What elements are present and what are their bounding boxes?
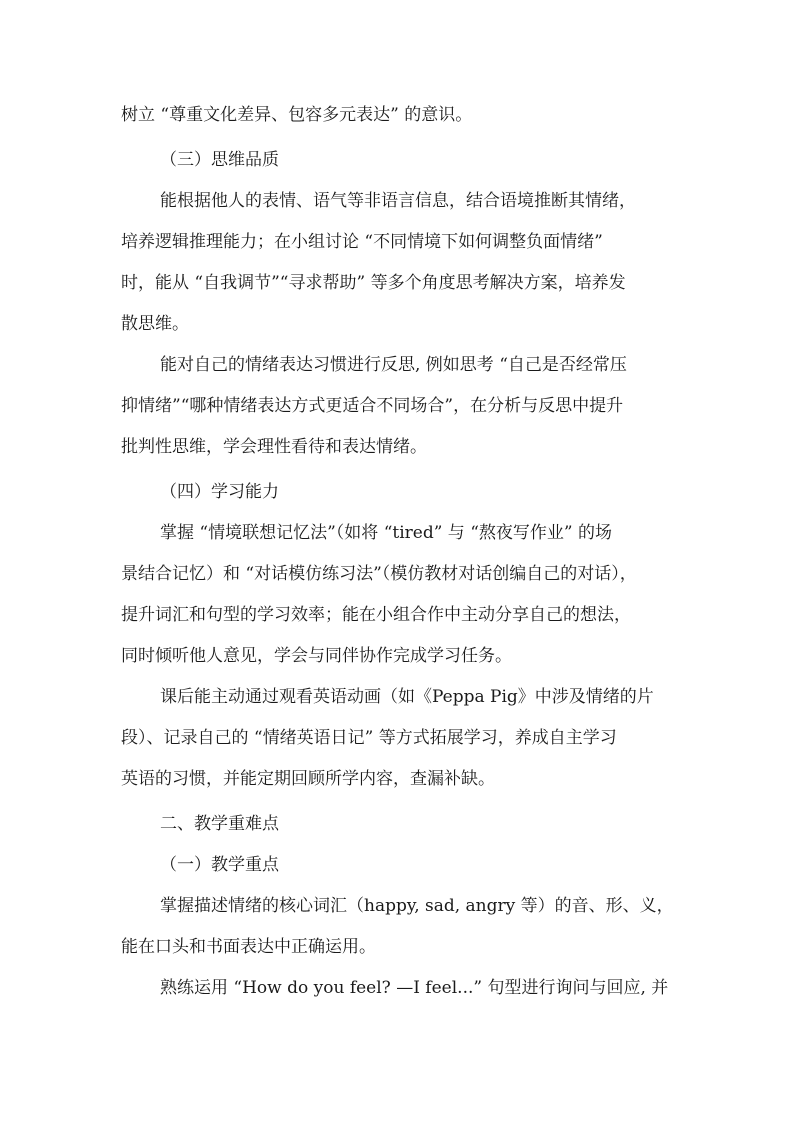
paragraph-line: 英语的习惯，并能定期回顾所学内容，查漏补缺。	[121, 769, 495, 789]
section-heading-thinking-quality: （三）思维品质	[160, 150, 279, 170]
paragraph-line: 批判性思维，学会理性看待和表达情绪。	[121, 437, 427, 457]
paragraph-line: 掌握描述情绪的核心词汇（happy, sad, angry 等）的音、形、义，	[160, 896, 674, 916]
paragraph-line: 能在口头和书面表达中正确运用。	[121, 937, 376, 957]
section-heading-teaching-focus: （一）教学重点	[160, 855, 279, 875]
paragraph-line: 熟练运用 “How do you feel? —I feel...” 句型进行询问与回应, 并	[160, 978, 669, 998]
paragraph-line: 掌握 “情境联想记忆法”（如将 “tired” 与 “熬夜写作业” 的场	[160, 523, 613, 543]
paragraph-line: 散思维。	[121, 314, 189, 334]
paragraph-line: 同时倾听他人意见，学会与同伴协作完成学习任务。	[121, 646, 512, 666]
paragraph-line: 能对自己的情绪表达习惯进行反思, 例如思考 “自己是否经常压	[160, 355, 627, 375]
paragraph-line: 培养逻辑推理能力；在小组讨论 “不同情境下如何调整负面情绪”	[121, 232, 603, 252]
paragraph-line: 景结合记忆）和 “对话模仿练习法”（模仿教材对话创编自己的对话），	[121, 564, 637, 584]
paragraph-line: 提升词汇和句型的学习效率；能在小组合作中主动分享自己的想法，	[121, 605, 631, 625]
paragraph-line: 树立 “尊重文化差异、包容多元表达” 的意识。	[121, 105, 473, 125]
paragraph-line: 课后能主动通过观看英语动画（如《Peppa Pig》中涉及情绪的片	[160, 687, 654, 707]
paragraph-line: 时，能从 “自我调节”“寻求帮助” 等多个角度思考解决方案，培养发	[121, 273, 626, 293]
paragraph-line: 抑情绪”“哪种情绪表达方式更适合不同场合”，在分析与反思中提升	[121, 396, 624, 416]
section-heading-learning-ability: （四）学习能力	[160, 482, 279, 502]
paragraph-line: 段）、记录自己的 “情绪英语日记” 等方式拓展学习，养成自主学习	[121, 728, 617, 748]
section-heading-key-difficulties: 二、教学重难点	[160, 814, 279, 834]
paragraph-line: 能根据他人的表情、语气等非语言信息，结合语境推断其情绪，	[160, 191, 636, 211]
